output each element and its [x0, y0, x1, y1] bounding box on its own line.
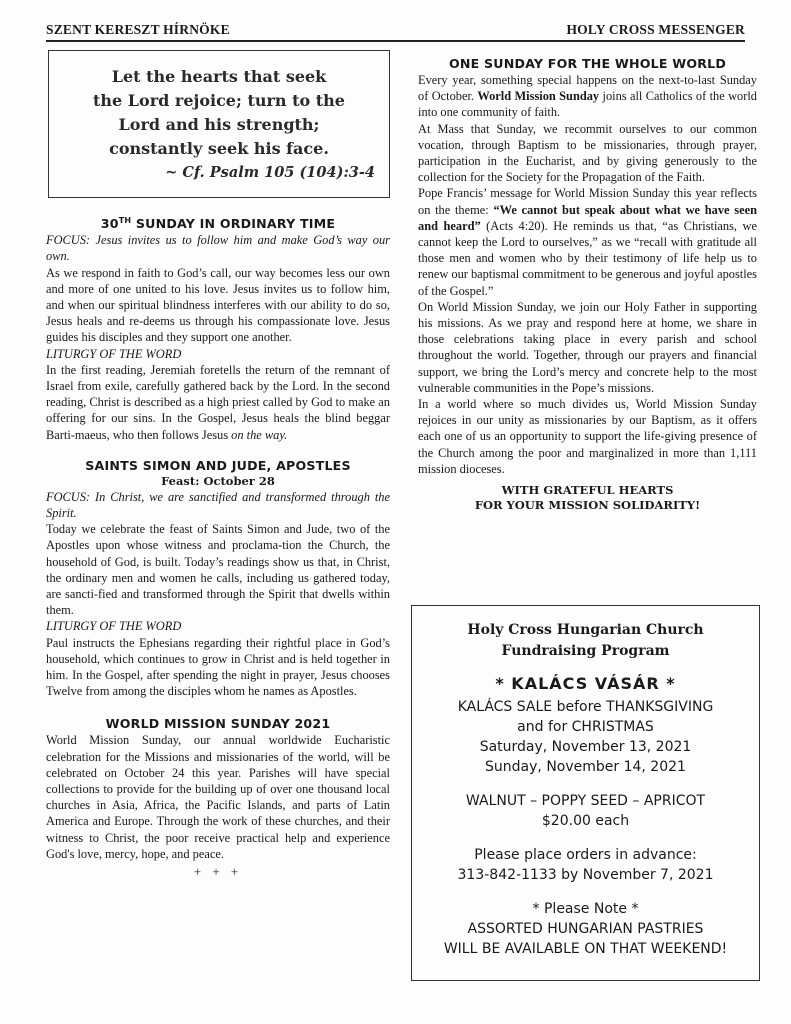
simonjude-title: SAINTS SIMON AND JUDE, APOSTLES — [85, 457, 351, 473]
sale-date-2: Sunday, November 14, 2021 — [485, 759, 686, 775]
sunday30-title: 30TH SUNDAY IN ORDINARY TIME — [100, 216, 336, 232]
onesunday-para4: On World Mission Sunday, we join our Holy Father in supporting his missions. As we pray and respond here at home, we share in those celebrations taking place in every parish and school throughout the world. Together, through our prayers and financial support, we bring the Lord’s mercy and concrete help to the most vulnerable communities in the Pope’s missions. — [418, 299, 757, 395]
sale-line-1: KALÁCS SALE before THANKSGIVING — [457, 699, 714, 715]
simonjude-liturgy-heading: LITURGY OF THE WORD — [46, 619, 182, 634]
psalm-quote-box — [48, 50, 390, 198]
sunday30-para1: As we respond in faith to God’s call, our way becomes less our own and more of one united to his love. Jesus invites us to follow him, and when our spiritual blindness interferes with our ability to do so, Jesus heals and re-deems us through his compassionate love. Jesus guides his disciples and they support one another. — [46, 265, 390, 345]
quote-line: Lord and his strength; — [118, 115, 320, 134]
simonjude-focus: FOCUS: In Christ, we are sanctified and transformed through the Spirit. — [46, 489, 390, 521]
note-line-1: ASSORTED HUNGARIAN PASTRIES — [467, 921, 704, 937]
note-line-2: WILL BE AVAILABLE ON THAT WEEKEND! — [443, 941, 728, 957]
fundraiser-title: Holy Cross Hungarian Church Fundraising Program — [467, 622, 704, 659]
sale-date-1: Saturday, November 13, 2021 — [479, 739, 692, 755]
fundraiser-headline: * KALÁCS VÁSÁR * — [495, 674, 676, 693]
page-header — [46, 22, 745, 42]
note-heading: * Please Note * — [532, 901, 639, 917]
quote-line: constantly seek his face. — [109, 139, 329, 158]
quote-line: the Lord rejoice; turn to the — [93, 91, 345, 110]
onesunday-para2: At Mass that Sunday, we recommit ourselves to our common vocation, through Baptism to be missionaries, through prayer, participation in the Eucharist, and by giving generously to the collection for the Society for the Propagation of the Faith. — [418, 121, 757, 185]
left-column — [46, 50, 390, 880]
order-phone-deadline: 313-842-1133 by November 7, 2021 — [457, 867, 714, 883]
onesunday-title: ONE SUNDAY FOR THE WHOLE WORLD — [449, 56, 726, 71]
right-column — [418, 55, 757, 513]
quote-citation: ~ Cf. Psalm 105 (104):3-4 — [165, 164, 375, 181]
sunday30-liturgy-heading: LITURGY OF THE WORD — [46, 346, 182, 361]
onesunday-para1: Every year, something special happens on the next-to-last Sunday of October. World Mission Sunday joins all Catholics of the world into one community of faith. — [418, 73, 757, 120]
sale-line-2: and for CHRISTMAS — [517, 719, 654, 735]
header-right: HOLY CROSS MESSENGER — [566, 22, 745, 37]
flavors: WALNUT – POPPY SEED – APRICOT — [465, 793, 706, 809]
section-divider: + + + — [193, 864, 243, 880]
header-left: SZENT KERESZT HÍRNÖKE — [46, 22, 230, 37]
quote-line: Let the hearts that seek — [111, 67, 327, 86]
order-instructions: Please place orders in advance: — [474, 847, 697, 863]
simonjude-feast: Feast: October 28 — [161, 473, 275, 488]
wms-title: WORLD MISSION SUNDAY 2021 — [105, 716, 331, 732]
simonjude-para2: Paul instructs the Ephesians regarding their rightful place in God’s household, which continues to grow in Christ and is held together in him. In the Gospel, after spending the night in prayer, Jesus chooses Twelve from among the disciples whom he names as Apostles. — [46, 635, 390, 699]
simonjude-para1: Today we celebrate the feast of Saints Simon and Jude, two of the Apostles upon whose witness and proclama-tion the Church, the household of God, is built. Today’s readings show us that, in Christ, the ordinary men and women he calls, including us gathered today, are sancti-fied and transformed through the Spirit that dwells within them. — [46, 522, 390, 618]
fundraiser-box — [411, 605, 760, 981]
wms-para: World Mission Sunday, our annual worldwide Eucharistic celebration for the Missions and missionaries of the world, will be celebrated on October 24 this year. Parishes will have special collections to provide for the building up of over one thousand local churches in Asia, Africa, the Pacific Islands, and parts of Latin America and Europe. Through the work of these churches, and their witness to Christ, the poor receive practical help and experience God's love, mercy, hope, and peace. — [46, 733, 390, 861]
onesunday-para3: Pope Francis’ message for World Mission Sunday this year reflects on the theme: “We cannot but speak about what we have seen and heard” (Acts 4:20). He reminds us that, “as Christians, we cannot keep the Lord to ourselves,” as we “recall with gratitude all those men and women who by their testimony of life help us to renew our baptismal commitment to be generous and joyful apostles of the Gospel.” — [418, 186, 757, 298]
sunday30-focus: FOCUS: Jesus invites us to follow him and make God’s way our own. — [46, 233, 390, 264]
onesunday-para5: In a world where so much divides us, World Mission Sunday rejoices in our unity as missionaries by our Baptism, as it offers each one of us an opportunity to support the life-giving presence of the Church among the poor and marginalized in more than 1,111 mission dioceses. — [418, 397, 757, 476]
price: $20.00 each — [541, 813, 630, 829]
thanks-message: WITH GRATEFUL HEARTS FOR YOUR MISSION SOLIDARITY! — [474, 483, 701, 513]
sunday30-para2: In the first reading, Jeremiah foretells the return of the remnant of Israel from exile, carefully gathered back by the Lord. In the second reading, Christ is described as a high priest called by God to make an offering for our sins. In the Gospel, Jesus heals the blind beggar Barti-maeus, who then follows Jesus on the way. — [46, 362, 390, 442]
